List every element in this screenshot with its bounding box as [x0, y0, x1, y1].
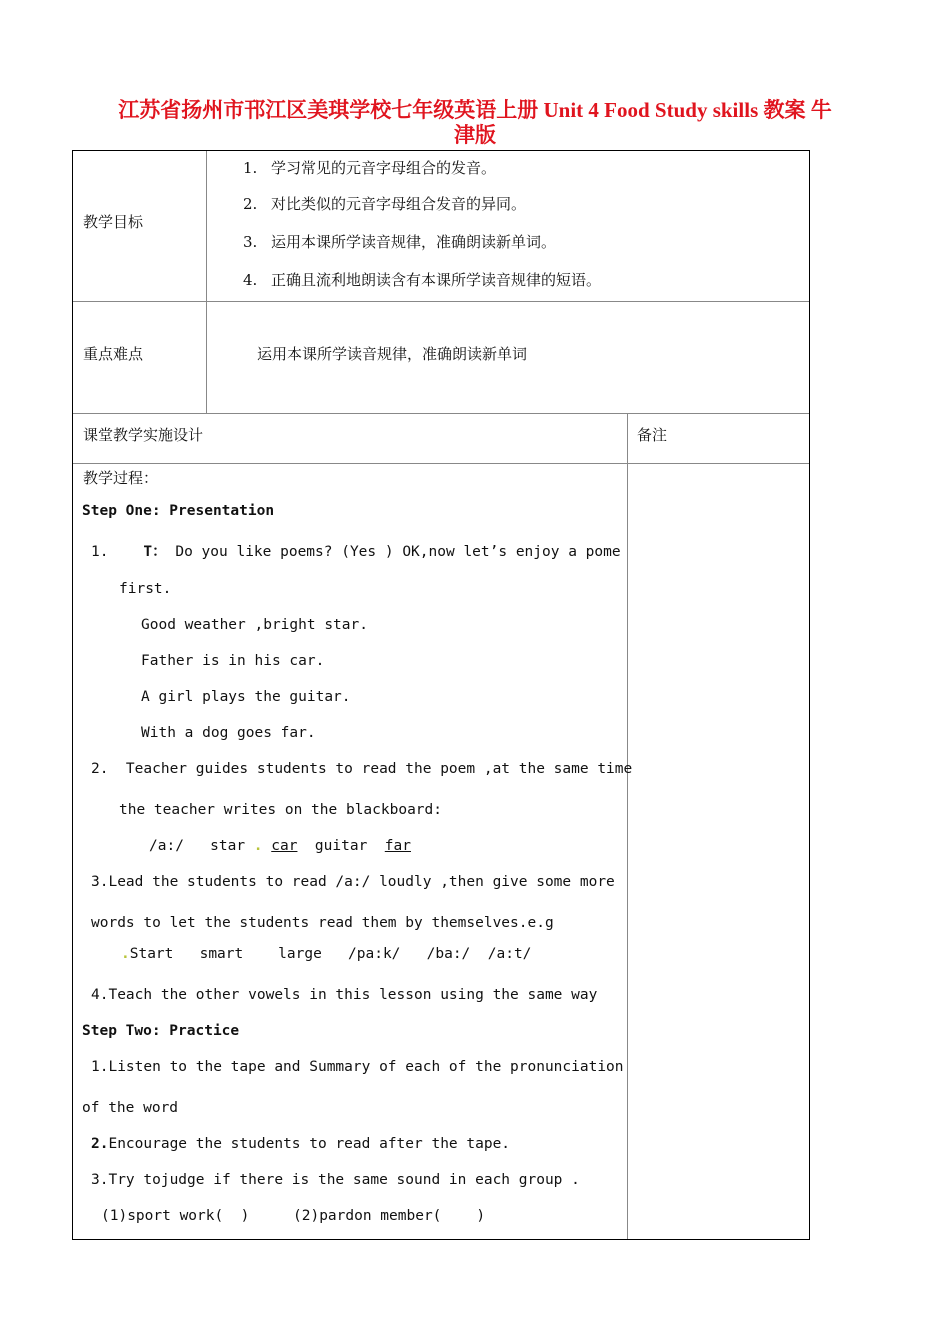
step-one-heading: Step One: Presentation: [82, 503, 275, 519]
design-label: 课堂教学实施设计: [83, 426, 204, 444]
poem-line-1: Good weather ,bright star.: [141, 617, 368, 633]
row-divider-1: [73, 301, 809, 302]
item-2: 2. Teacher guides students to read the poem ,at the same time: [91, 761, 633, 777]
title-line-1: 江苏省扬州市邗江区美琪学校七年级英语上册 Unit 4 Food Study skills 教案 牛: [118, 98, 832, 122]
practice-3: 3.Try tojudge if there is the same sound in each group .: [91, 1172, 580, 1188]
item-3-continued: words to let the students read them by themselves.e.g: [91, 915, 554, 931]
practice-exercise-1: (1)sport work( ): [101, 1208, 250, 1224]
objective-3: 3. 运用本课所学读音规律，准确朗读新单词。: [243, 233, 557, 251]
row-divider-2: [73, 413, 809, 414]
poem-line-3: A girl plays the guitar.: [141, 689, 351, 705]
notes-column-divider: [627, 413, 628, 1239]
practice-1-continued: of the word: [82, 1100, 179, 1116]
objective-4: 4. 正确且流利地朗读含有本课所学读音规律的短语。: [243, 271, 602, 289]
notes-label: 备注: [637, 426, 668, 444]
word-far: far: [384, 838, 411, 854]
key-points-text: 运用本课所学读音规律，准确朗读新单词: [257, 345, 528, 363]
phonetic-row: /a:/ star . car guitar far: [149, 838, 411, 854]
lesson-plan-table: [72, 150, 810, 1240]
practice-1: 1.Listen to the tape and Summary of each of the pronunciation: [91, 1059, 624, 1075]
item-1-continued: first.: [119, 581, 172, 597]
practice-2: 2.Encourage the students to read after the tape.: [91, 1136, 511, 1152]
title-line-2: 津版: [454, 123, 496, 147]
item-2-continued: the teacher writes on the blackboard:: [119, 802, 443, 818]
example-words: .Start smart large /pa:k/ /ba:/ /a:t/: [121, 946, 532, 962]
objectives-label: 教学目标: [83, 213, 144, 231]
key-points-label: 重点难点: [83, 345, 144, 363]
item-4: 4.Teach the other vowels in this lesson using the same way: [91, 987, 598, 1003]
poem-line-2: Father is in his car.: [141, 653, 325, 669]
word-car: car: [271, 838, 298, 854]
document-title: [80, 98, 870, 148]
step-two-heading: Step Two: Practice: [82, 1023, 240, 1039]
objective-1: 1. 学习常见的元音字母组合的发音。: [243, 159, 497, 177]
item-1: 1. T： Do you like poems? (Yes ) OK,now let’s enjoy a pome: [91, 544, 621, 560]
word-guitar: guitar: [314, 838, 368, 854]
objective-2: 2. 对比类似的元音字母组合发音的异同。: [243, 195, 527, 213]
word-star: star: [210, 838, 246, 854]
process-heading: 教学过程：: [83, 469, 159, 487]
practice-exercise-2: (2)pardon member( ): [293, 1208, 486, 1224]
item-3: 3.Lead the students to read /a:/ loudly ,then give some more: [91, 874, 615, 890]
label-column-divider: [206, 151, 207, 413]
poem-line-4: With a dog goes far.: [141, 725, 316, 741]
row-divider-3: [73, 463, 809, 464]
